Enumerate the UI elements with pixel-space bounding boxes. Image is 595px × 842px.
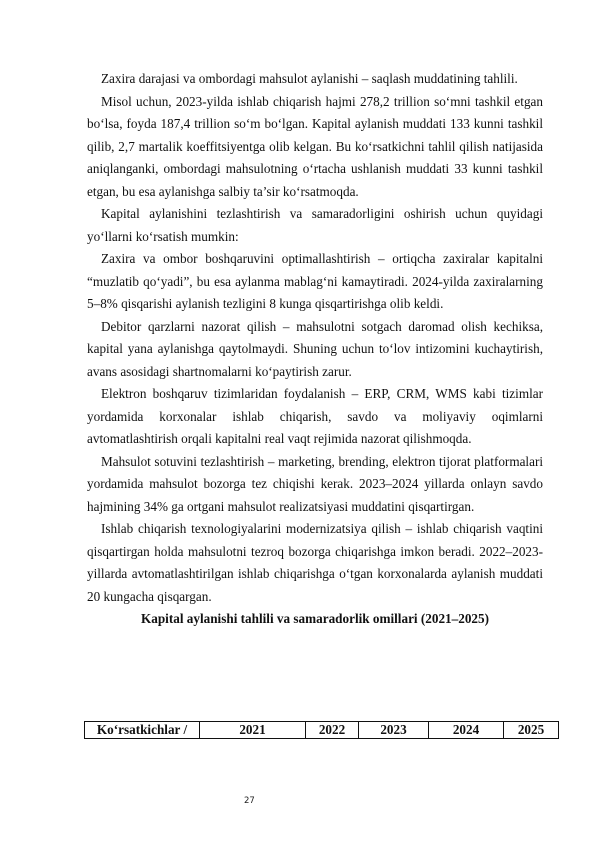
- paragraph-1: Zaxira darajasi va ombordagi mahsulot aylanishi – saqlash muddatining tahlili.: [101, 71, 518, 86]
- paragraph-6: Elektron boshqaruv tizimlaridan foydalanish – ERP, CRM, WMS kabi tizimlar yordamida korxonalar ishlab chiqarish, savdo va moliyaviy oqimlarni avtomatlashtirish orqali kapitalni real vaqt rejimida nazorat qilishmoqda.: [87, 386, 543, 446]
- paragraph-2: Misol uchun, 2023-yilda ishlab chiqarish hajmi 278,2 trillion so‘mni tashkil etgan bo‘lsa, foyda 187,4 trillion so‘m bo‘lgan. Kapital aylanish muddati 133 kunni tashkil qilib, 2,7 martalik koeffitsiyentga olib kelgan. Bu ko‘rsatkichni tahlil qilish natijasida aniqlanganki, ombordagi mahsulotning o‘rtacha ushlanish muddati 33 kunni tashkil etgan, bu esa aylanishga salbiy ta’sir ko‘rsatmoqda.: [87, 93, 543, 199]
- table-header-2021: 2021: [200, 722, 306, 739]
- page-number: 27: [244, 796, 255, 806]
- paragraph-3: Kapital aylanishini tezlashtirish va samaradorligini oshirish uchun quyidagi yo‘llarni ko‘rsatish mumkin:: [87, 206, 543, 244]
- paragraph-8: Ishlab chiqarish texnologiyalarini modernizatsiya qilish – ishlab chiqarish vaqtini qisqartirgan holda mahsulotni tezroq bozorga chiqarishga imkon beradi. 2022–2023-yillarda avtomatlashtirilgan ishlab chiqarishga o‘tgan korxonalarda aylanish muddati 20 kungacha qisqargan.: [87, 521, 543, 604]
- table-header-2025: 2025: [504, 722, 559, 739]
- paragraph-7: Mahsulot sotuvini tezlashtirish – marketing, brending, elektron tijorat platformalari yordamida mahsulot bozorga tez chiqishi kerak. 2023–2024 yillarda onlayn savdo hajmining 34% ga ortgani mahsulot realizatsiyasi muddatini qisqartirgan.: [87, 453, 543, 514]
- document-body: [87, 68, 543, 630]
- factors-table: [84, 721, 559, 739]
- table-title: Kapital aylanishi tahlili va samaradorlik omillari (2021–2025): [140, 611, 490, 626]
- paragraph-5: Debitor qarzlarni nazorat qilish – mahsulotni sotgach daromad olish kechiksa, kapital yana aylanishga qaytolmaydi. Shuning uchun to‘lov intizomini kuchaytirish, avans asosidagi shartnomalarni ko‘paytirish zarur.: [87, 318, 543, 379]
- table-header-2023: 2023: [359, 722, 429, 739]
- paragraph-4: Zaxira va ombor boshqaruvini optimallashtirish – ortiqcha zaxiralar kapitalni “muzlatib qo‘yadi”, bu esa aylanma mablag‘ni kamaytiradi. 2024-yilda zaxiralarning 5–8% qisqarishi aylanish tezligini 8 kunga qisqartirishga olib keldi.: [87, 251, 543, 311]
- table-header-indicators: Ko‘rsatkichlar /: [85, 722, 200, 739]
- table-header-row: [85, 722, 559, 739]
- table-header-2022: 2022: [306, 722, 359, 739]
- table-header-2024: 2024: [429, 722, 504, 739]
